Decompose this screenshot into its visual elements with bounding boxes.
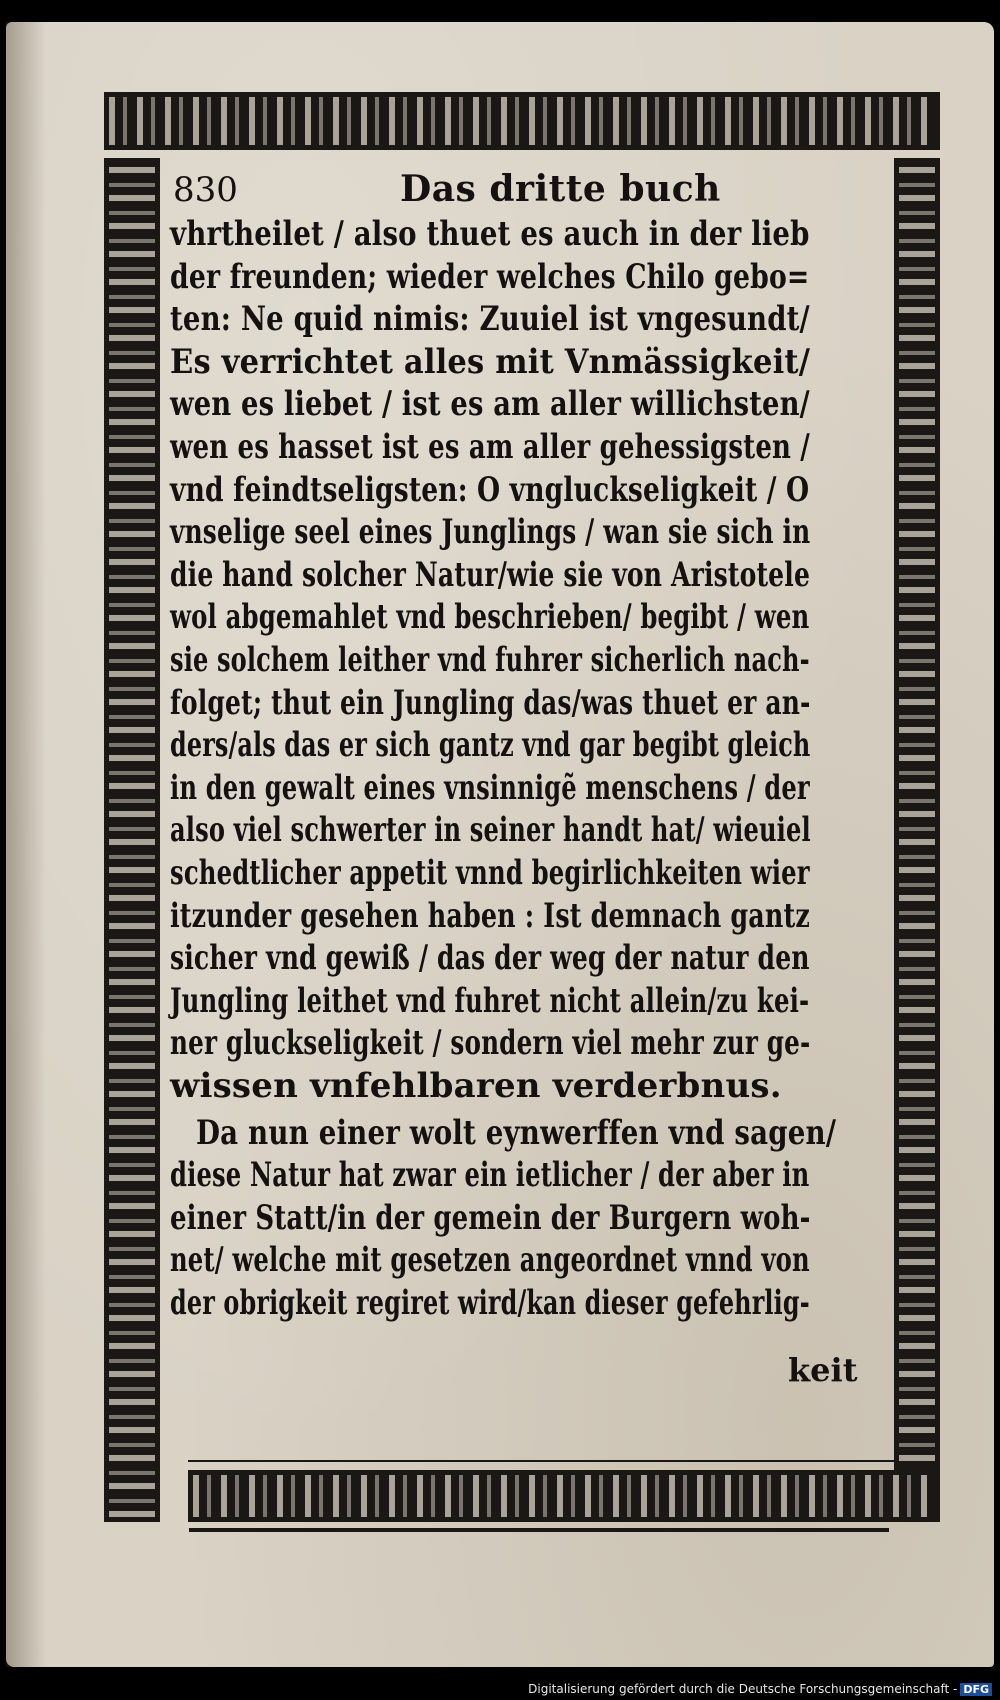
bottom-rule xyxy=(189,1528,889,1532)
border-right-ornament xyxy=(894,158,940,1522)
text-line: wissen vnfehlbaren verderbnus. xyxy=(170,1066,782,1106)
text-line: vhrtheilet / also thuet es auch in der lieb xyxy=(170,214,810,254)
border-left-ornament xyxy=(104,158,160,1522)
page-header xyxy=(170,166,870,216)
text-line: net/ welche mit gesetzen angeordnet vnnd von xyxy=(170,1240,810,1281)
text-line: ders/als das er sich gantz vnd gar begibt gleich xyxy=(170,725,811,766)
text-line: die hand solcher Natur/wie sie von Aristotele xyxy=(170,554,811,595)
border-top-ornament xyxy=(104,92,940,150)
text-line: sicher vnd gewiß / das der weg der natur den xyxy=(170,938,810,979)
catchword: keit xyxy=(788,1351,858,1389)
text-line: wen es hasset ist es am aller gehessigsten / xyxy=(170,427,810,467)
text-line: wol abgemahlet vnd beschrieben/ begibt / wen xyxy=(170,597,810,638)
footer-rule xyxy=(188,1460,894,1462)
credit-text: Digitalisierung gefördert durch die Deutsche Forschungsgemeinschaft - xyxy=(528,1682,958,1696)
text-line: ten: Ne quid nimis: Zuuiel ist vngesundt/ xyxy=(170,299,810,340)
text-line: Es verrichtet alles mit Vnmässigkeit/ xyxy=(170,341,811,382)
text-line: Jungling leithet vnd fuhret nicht allein/zu kei- xyxy=(170,980,810,1021)
text-line: der freunden; wieder welches Chilo gebo= xyxy=(170,256,810,297)
text-line: also viel schwerter in seiner handt hat/ wieuiel xyxy=(170,810,811,851)
text-line: diese Natur hat zwar ein ietlicher / der aber in xyxy=(170,1155,810,1196)
dfg-logo-badge: DFG xyxy=(960,1683,992,1696)
border-bottom-ornament xyxy=(188,1470,940,1522)
text-line: vnselige seel eines Junglings / wan sie sich in xyxy=(170,512,811,553)
page-gutter-shadow xyxy=(6,22,46,1667)
text-line: in den gewalt eines vnsinnigẽ menschens / der xyxy=(170,767,810,808)
text-line: ner gluckseligkeit / sondern viel mehr zur ge- xyxy=(170,1023,811,1064)
page-number: 830 xyxy=(173,170,238,210)
text-line: schedtlicher appetit vnnd begirlichkeiten wier xyxy=(170,853,810,893)
text-line: der obrigkeit regiret wird/kan dieser gefehrlig- xyxy=(170,1283,810,1323)
text-line: itzunder gesehen haben : Ist demnach gantz xyxy=(170,895,810,936)
running-head: Das dritte buch xyxy=(400,168,721,210)
text-line: wen es liebet / ist es am aller willichsten/ xyxy=(170,384,810,425)
digitization-credit xyxy=(528,1682,992,1696)
text-line: einer Statt/in der gemein der Burgern woh- xyxy=(170,1197,811,1238)
text-line: sie solchem leither vnd fuhrer sicherlich nach- xyxy=(170,640,810,680)
text-line: folget; thut ein Jungling das/was thuet er an- xyxy=(170,682,811,723)
text-line: Da nun einer wolt eynwerffen vnd sagen/ xyxy=(196,1112,837,1153)
text-line: vnd feindtseligsten: O vngluckseligkeit / O xyxy=(170,469,810,510)
